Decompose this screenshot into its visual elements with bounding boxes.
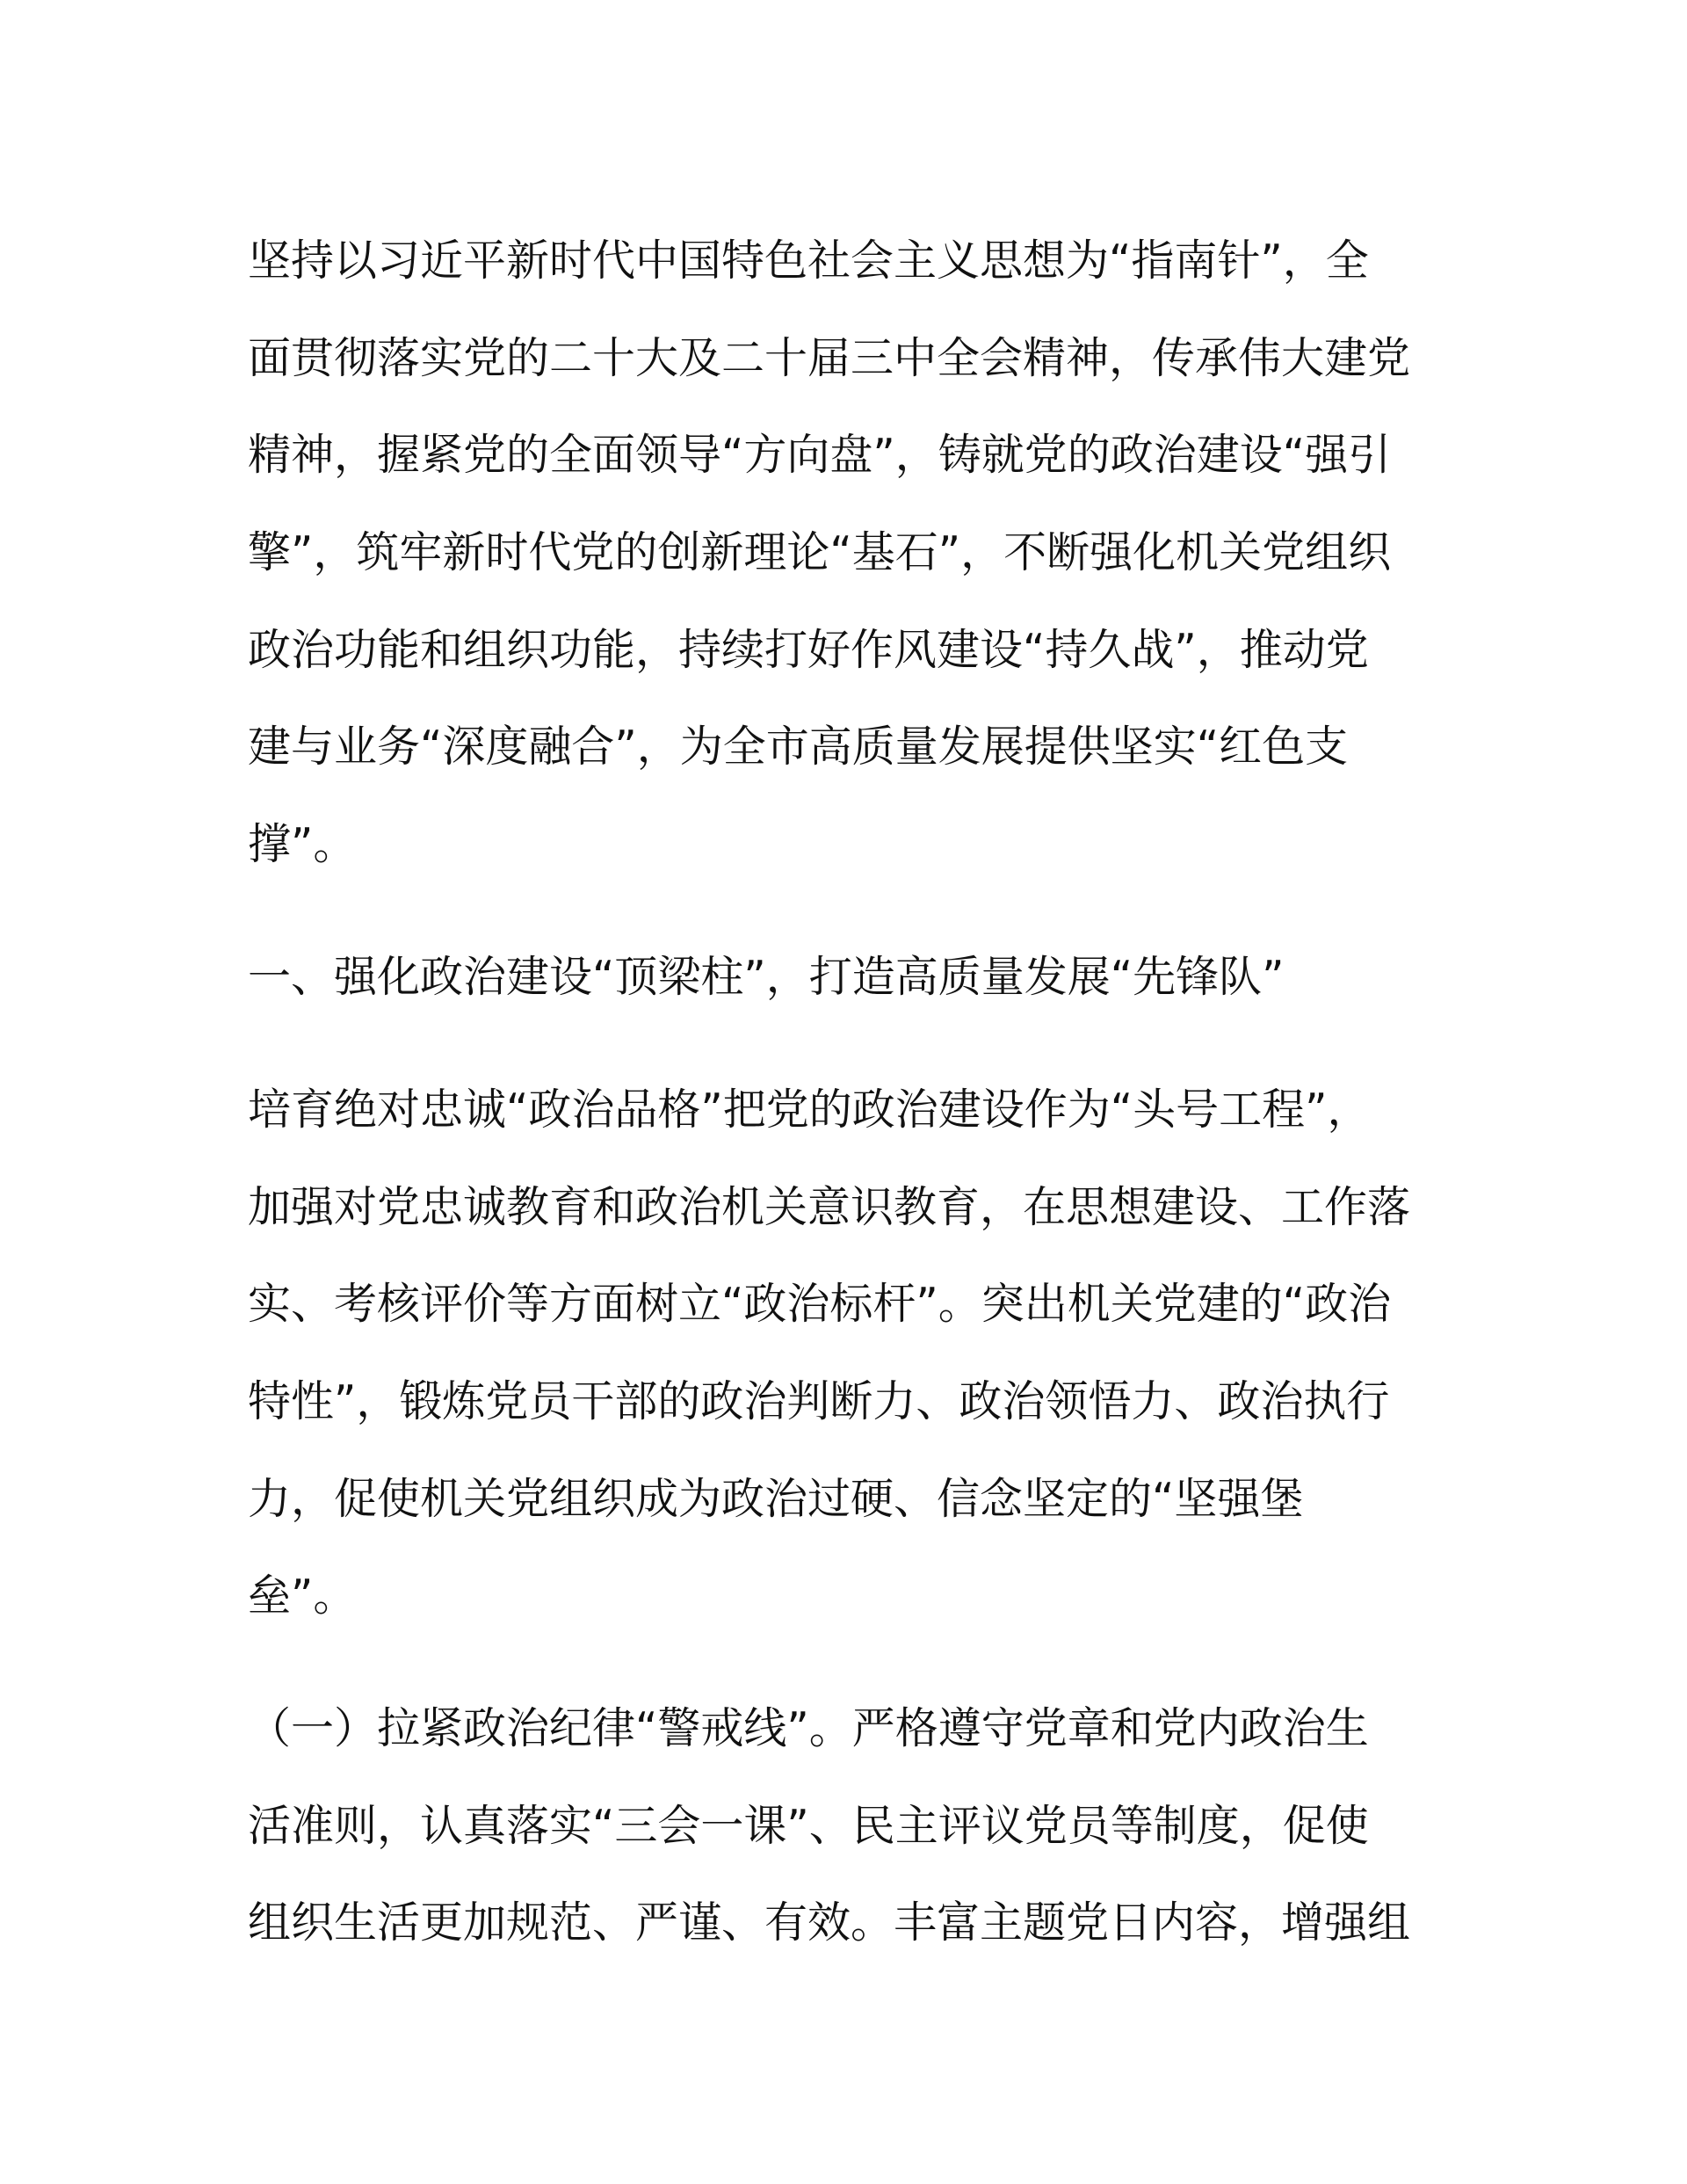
intro-line: 擎”，筑牢新时代党的创新理论“基石”，不断强化机关党组织 xyxy=(248,527,1392,577)
section1-line: 垒”。 xyxy=(248,1571,357,1621)
intro-line: 建与业务“深度融合”，为全市高质量发展提供坚实“红色支 xyxy=(248,722,1349,772)
intro-line: 撑”。 xyxy=(248,819,357,869)
section1-line: 力，促使机关党组织成为政治过硬、信念坚定的“坚强堡 xyxy=(248,1474,1304,1524)
section1-line: 加强对党忠诚教育和政治机关意识教育，在思想建设、工作落 xyxy=(248,1182,1411,1232)
subsection1-line: 活准则，认真落实“三会一课”、民主评议党员等制度，促使 xyxy=(248,1801,1369,1851)
intro-line: 面贯彻落实党的二十大及二十届三中全会精神，传承伟大建党 xyxy=(248,333,1411,383)
subsection1-line: 组织生活更加规范、严谨、有效。丰富主题党日内容，增强组 xyxy=(248,1897,1411,1948)
section1-line: 实、考核评价等方面树立“政治标杆”。突出机关党建的“政治 xyxy=(248,1279,1392,1329)
section1-line: 特性”，锻炼党员干部的政治判断力、政治领悟力、政治执行 xyxy=(248,1376,1390,1426)
intro-line: 政治功能和组织功能，持续打好作风建设“持久战”，推动党 xyxy=(248,625,1369,675)
subsection1-line: （一）拉紧政治纪律“警戒线”。严格遵守党章和党内政治生 xyxy=(248,1703,1369,1753)
section-heading: 一、强化政治建设“顶梁柱”，打造高质量发展“先锋队” xyxy=(248,952,1285,1002)
intro-line: 坚持以习近平新时代中国特色社会主义思想为“指南针”，全 xyxy=(248,236,1369,286)
intro-line: 精神，握紧党的全面领导“方向盘”，铸就党的政治建设“强引 xyxy=(248,430,1392,480)
section1-line: 培育绝对忠诚“政治品格”把党的政治建设作为“头号工程”， xyxy=(248,1085,1371,1135)
